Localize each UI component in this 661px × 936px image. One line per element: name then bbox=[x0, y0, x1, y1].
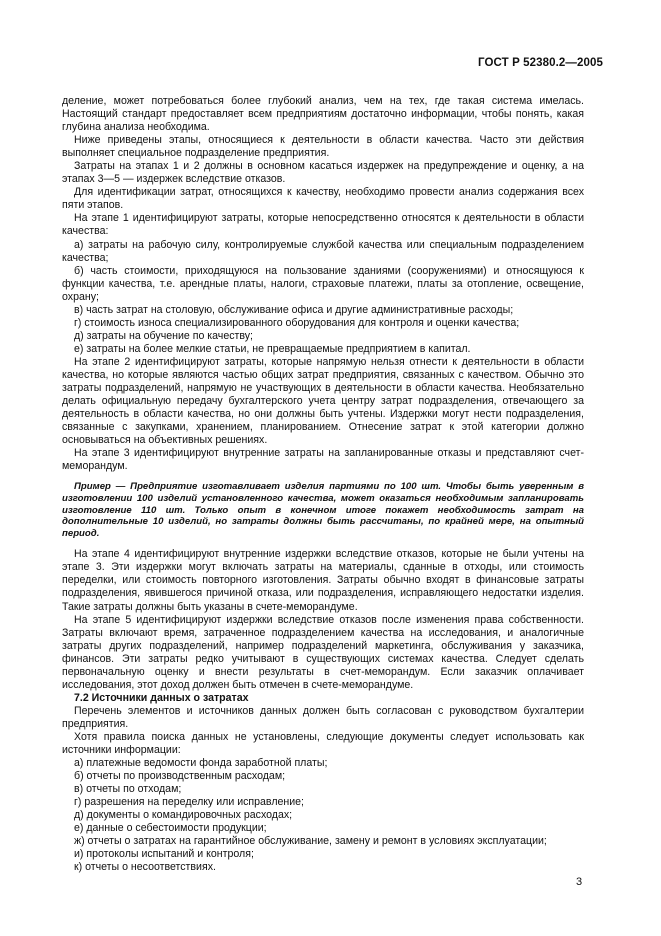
list-item: г) стоимость износа специализированного оборудования для контроля и оценки качества; bbox=[74, 316, 520, 329]
list-item: в) отчеты по отходам; bbox=[74, 783, 182, 796]
document-header: ГОСТ Р 52380.2—2005 bbox=[478, 57, 603, 69]
paragraph: Для идентификации затрат, относящихся к качеству, необходимо провести анализ содержания всех пяти этапов. bbox=[62, 186, 584, 212]
paragraph: На этапе 3 идентифицируют внутренние затраты на запланированные отказы и представляют счет-меморандум. bbox=[62, 447, 584, 473]
list-item: а) затраты на рабочую силу, контролируемые службой качества или специальным подразделением качества; bbox=[62, 238, 584, 264]
list-item: б) отчеты по производственным расходам; bbox=[74, 770, 286, 783]
list-item: г) разрешения на переделку или исправление; bbox=[74, 796, 304, 809]
example-note: Пример — Предприятие изготавливает изделия партиями по 100 шт. Чтобы быть уверенным в изготовлении 100 изделий установленного качества, может оказаться необходимым запланировать изготовление 110 шт. Только опыт в конечном итоге покажет необходимость затрат на дополнительные 10 изделий, но затраты должны быть рассчитаны, по крайней мере, на опытный период. bbox=[62, 481, 584, 539]
paragraph: Ниже приведены этапы, относящиеся к деятельности в области качества. Часто эти действия выполняет специальное подразделение предприятия. bbox=[62, 134, 584, 160]
paragraph: Хотя правила поиска данных не установлены, следующие документы следует использовать как источники информации: bbox=[62, 730, 584, 757]
paragraph: На этапе 5 идентифицируют издержки вследствие отказов после изменения права собственности. Затраты включают время, затраченное подразделением качества на исследования, и аналогичные затраты других подразделений, например подразделений маркетинга, обслуживания у заказчика, финансов. Эти затраты редко учитывают в существующих системах качества. Следует сделать первоначальную оценку и внести результаты в счет-меморандум. Если заказчик оплачивает исследования, этот доход должен быть отмечен в счете-меморандуме. bbox=[62, 613, 584, 691]
paragraph: Перечень элементов и источников данных должен быть согласован с руководством бухгалтерии предприятия. bbox=[62, 704, 584, 730]
paragraph: деление, может потребоваться более глубокий анализ, чем на тех, где такая система имелась. Настоящий стандарт предоставляет всем предприятиям достаточно информации, чтобы понять, какая глубина анализа необходима. bbox=[62, 95, 584, 134]
list-item: е) затраты на более мелкие статьи, не превращаемые предприятием в капитал. bbox=[74, 342, 471, 355]
list-item: к) отчеты о несоответствиях. bbox=[74, 861, 216, 874]
list-item: в) часть затрат на столовую, обслуживание офиса и другие административные расходы; bbox=[74, 303, 514, 316]
paragraph: На этапе 2 идентифицируют затраты, которые напрямую нельзя отнести к деятельности в области качества, но которые являются частью общих затрат предприятия, связанных с качеством. Обычно это затраты подразделений, напрямую не участвующих в деятельности в области качества. Необязательно делать официальную передачу бухгалтерского учета центру затрат подразделения, отвечающего за деятельность в области качества, но они должны быть учтены. Издержки могут нести подразделения, связанные с закупками, хранением, планированием. Отнесение затрат к этой категории должно основываться на объективных решениях. bbox=[62, 355, 584, 447]
list-item: ж) отчеты о затратах на гарантийное обслуживание, замену и ремонт в условиях эксплуатации; bbox=[74, 835, 547, 848]
page-number: 3 bbox=[576, 876, 583, 888]
section-heading: 7.2 Источники данных о затратах bbox=[74, 691, 249, 704]
list-item: д) затраты на обучение по качеству; bbox=[74, 329, 253, 342]
list-item: и) протоколы испытаний и контроля; bbox=[74, 848, 254, 861]
document-body bbox=[62, 95, 584, 875]
list-item: д) документы о командировочных расходах; bbox=[74, 809, 293, 822]
paragraph: Затраты на этапах 1 и 2 должны в основном касаться издержек на предупреждение и оценку, а на этапах 3—5 — издержек вследствие отказов. bbox=[62, 160, 584, 186]
paragraph: На этапе 4 идентифицируют внутренние издержки вследствие отказов, которые не были учтены на этапе 3. Эти издержки могут включать затраты на материалы, сданные в отходы, или стоимость переделки, или стоимость повторного изготовления. Затраты обычно входят в финансовые затраты подразделения, явившегося причиной отказа, или подразделения, исправляющего недостатки изделия. Такие затраты должны быть указаны в счете-меморандуме. bbox=[62, 548, 584, 613]
list-item: а) платежные ведомости фонда заработной платы; bbox=[74, 757, 328, 770]
list-item: б) часть стоимости, приходящуюся на пользование зданиями (сооружениями) и относящуюся к функции качества, т.е. арендные платы, налоги, страховые платежи, платы за отопление, освещение, охрану; bbox=[62, 264, 584, 303]
paragraph: На этапе 1 идентифицируют затраты, которые непосредственно относятся к деятельности в области качества: bbox=[62, 212, 584, 238]
list-item: е) данные о себестоимости продукции; bbox=[74, 822, 267, 835]
